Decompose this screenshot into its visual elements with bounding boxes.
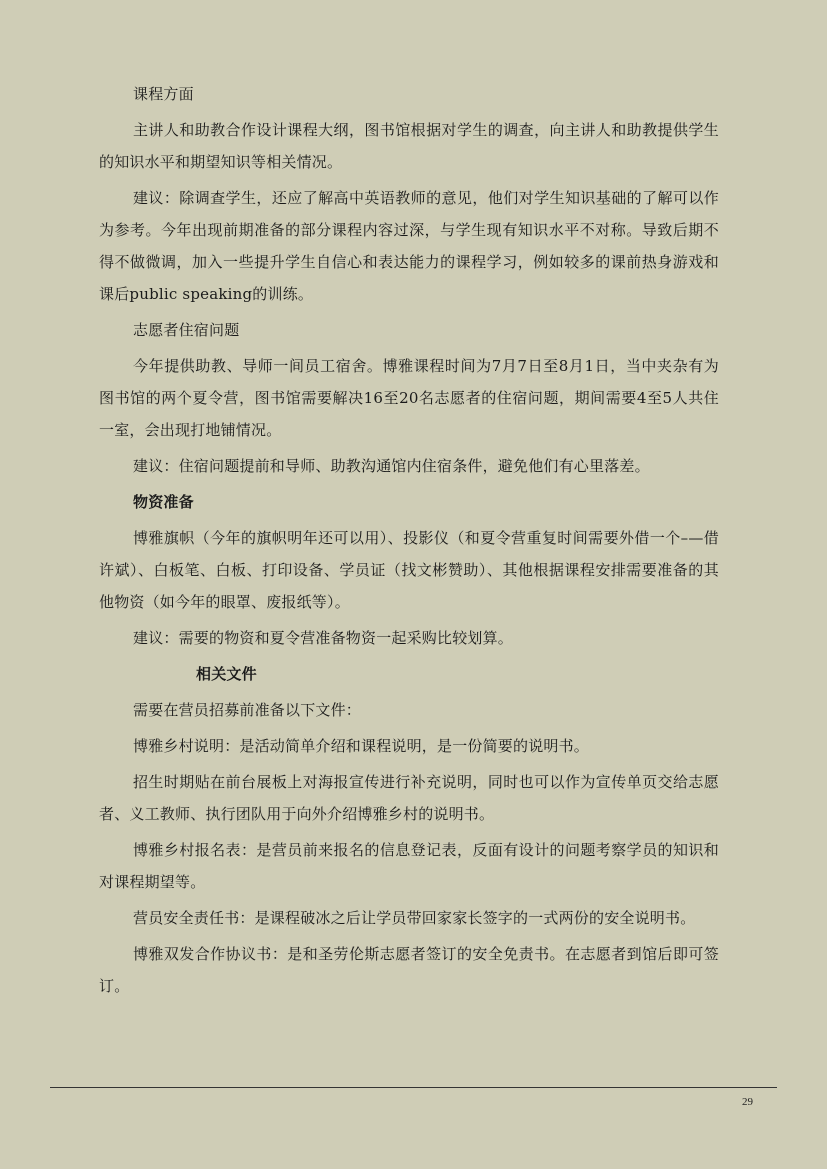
paragraph: 招生时期贴在前台展板上对海报宣传进行补充说明，同时也可以作为宣传单页交给志愿者、义工教师、执行团队用于向外介绍博雅乡村的说明书。 [99,773,719,823]
paragraph: 博雅双发合作协议书：是和圣劳伦斯志愿者签订的安全免责书。在志愿者到馆后即可签订。 [99,945,719,995]
paragraph: 博雅乡村报名表：是营员前来报名的信息登记表，反面有设计的问题考察学员的知识和对课程期望等。 [99,841,719,891]
document-body [99,78,719,1006]
paragraph: 博雅旗帜（今年的旗帜明年还可以用）、投影仪（和夏令营重复时间需要外借一个–—借许斌）、白板笔、白板、打印设备、学员证（找文彬赞助）、其他根据课程安排需要准备的其他物资（如今年的眼罩、废报纸等）。 [99,529,719,611]
page-number: 29 [742,1096,753,1108]
paragraph: 建议：住宿问题提前和导师、助教沟通馆内住宿条件，避免他们有心里落差。 [133,457,650,475]
paragraph: 博雅乡村说明：是活动简单介绍和课程说明，是一份简要的说明书。 [133,737,590,755]
paragraph: 建议：需要的物资和夏令营准备物资一起采购比较划算。 [133,629,514,647]
section-heading-housing: 志愿者住宿问题 [133,321,240,339]
section-heading-course: 课程方面 [133,85,194,103]
section-heading-documents: 相关文件 [196,665,257,683]
paragraph: 今年提供助教、导师一间员工宿舍。博雅课程时间为7月7日至8月1日，当中夹杂有为图书馆的两个夏令营，图书馆需要解决16至20名志愿者的住宿问题，期间需要4至5人共住一室，会出现打地铺情况。 [99,357,719,439]
paragraph: 营员安全责任书：是课程破冰之后让学员带回家家长签字的一式两份的安全说明书。 [133,909,696,927]
footer-divider [50,1087,777,1088]
paragraph: 建议：除调查学生，还应了解高中英语教师的意见，他们对学生知识基础的了解可以作为参考。今年出现前期准备的部分课程内容过深，与学生现有知识水平不对称。导致后期不得不做微调，加入一些提升学生自信心和表达能力的课程学习，例如较多的课前热身游戏和课后public speaking的训练。 [99,189,719,303]
section-heading-materials: 物资准备 [133,493,194,511]
paragraph: 主讲人和助教合作设计课程大纲，图书馆根据对学生的调查，向主讲人和助教提供学生的知识水平和期望知识等相关情况。 [99,121,719,171]
paragraph: 需要在营员招募前准备以下文件： [133,701,362,719]
